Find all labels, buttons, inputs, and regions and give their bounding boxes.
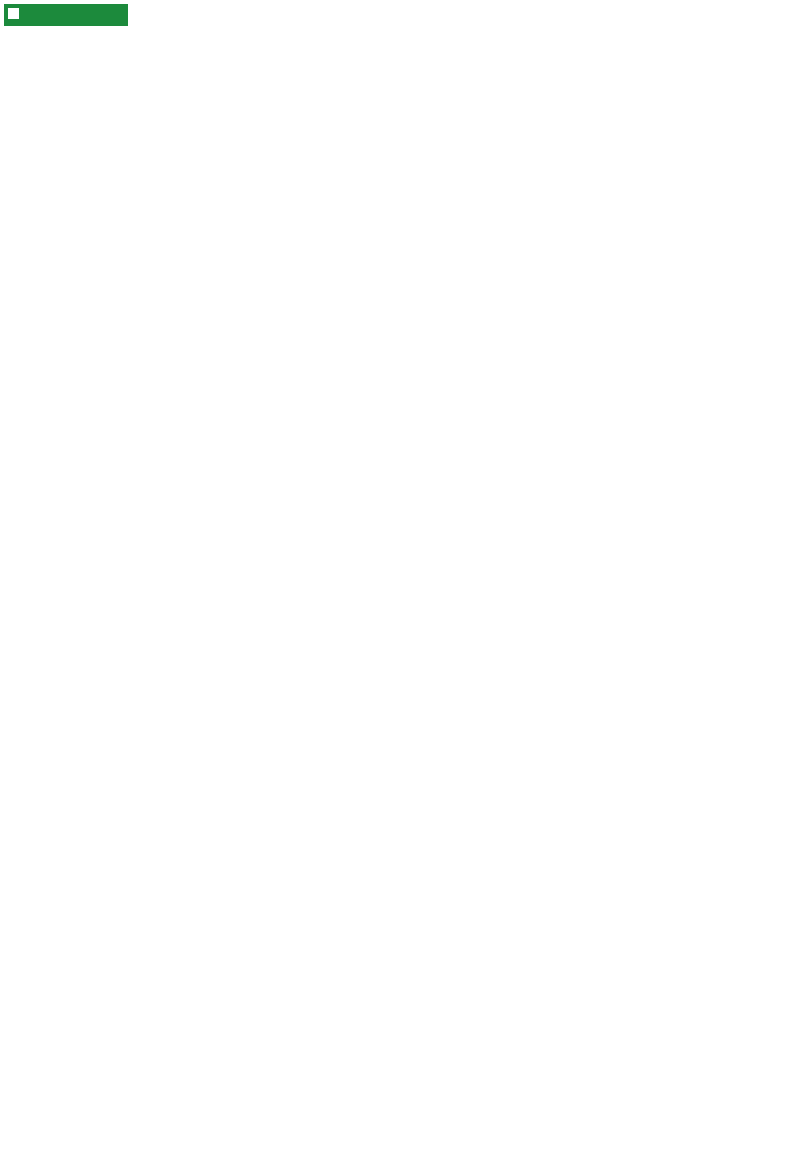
section-header xyxy=(4,4,128,26)
square-icon xyxy=(8,8,19,19)
